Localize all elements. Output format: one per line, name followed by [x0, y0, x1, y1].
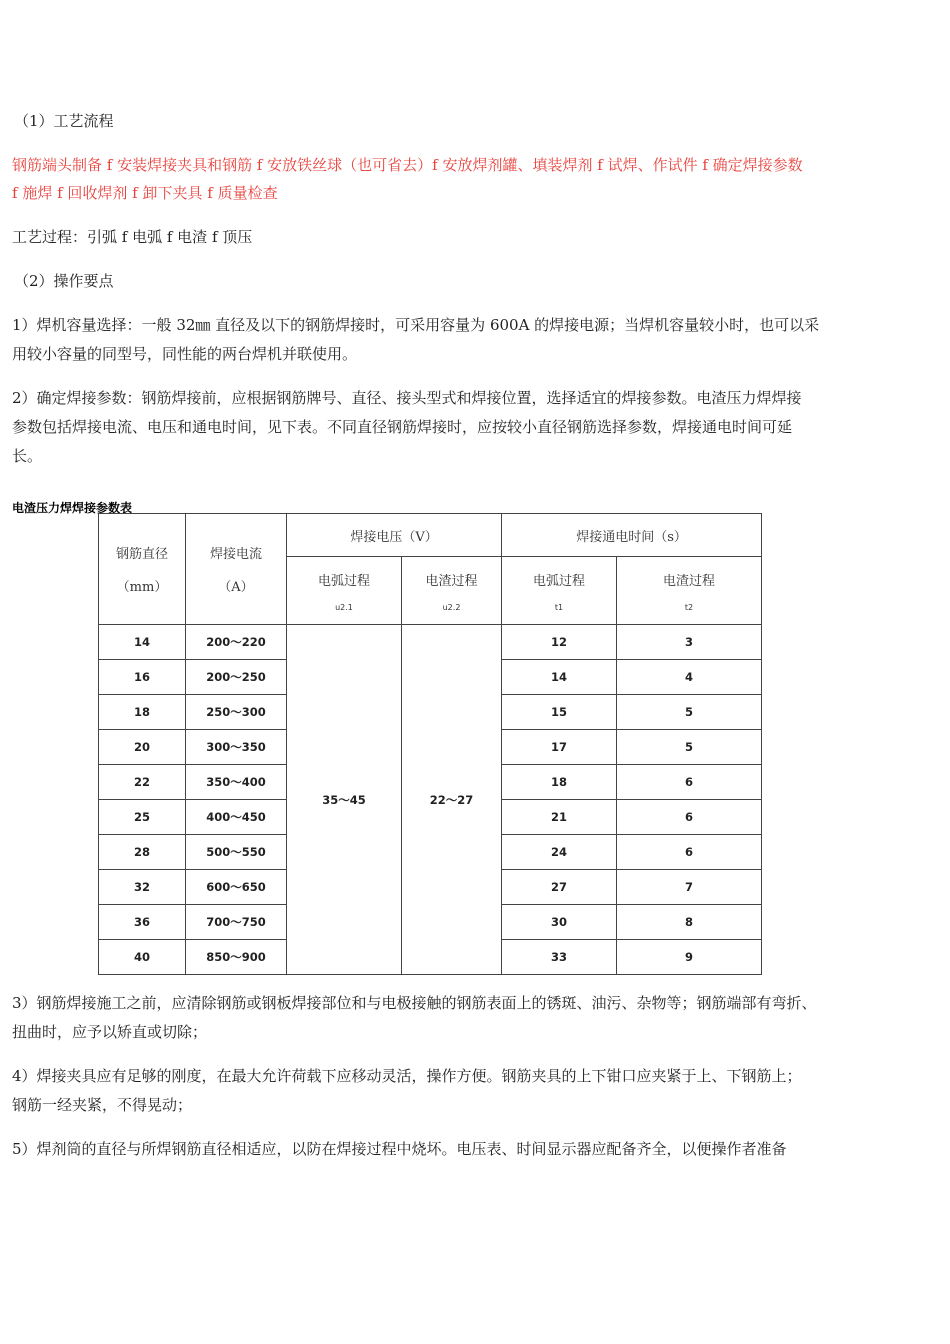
- subheader-slag-voltage-label: 电渣过程: [425, 573, 478, 589]
- cell-current: 200～220: [186, 625, 287, 660]
- point-2-line-1: 2）确定焊接参数：钢筋焊接前，应根据钢筋牌号、直径、接头型式和焊接位置，选择适宜的焊接参数。电渣压力焊焊接: [12, 389, 802, 407]
- point-5-line-1: 5）焊剂筒的直径与所焊钢筋直径相适应，以防在焊接过程中烧坏。电压表、时间显示器应配备齐全，以便操作者准备: [12, 1140, 787, 1158]
- cell-arc-time: 15: [502, 695, 617, 730]
- subheader-slag-time-label: 电渣过程: [663, 573, 716, 589]
- cell-diameter: 18: [99, 695, 186, 730]
- subheader-slag-voltage: [402, 557, 502, 625]
- cell-current: 250～300: [186, 695, 287, 730]
- subheader-slag-time-symbol: t2: [684, 602, 694, 612]
- cell-slag-time: 6: [617, 835, 762, 870]
- cell-diameter: 20: [99, 730, 186, 765]
- cell-arc-time: 18: [502, 765, 617, 800]
- cell-slag-time: 4: [617, 660, 762, 695]
- section-heading-key-points: （2）操作要点: [14, 272, 114, 290]
- subheader-slag-voltage-symbol: u2.2: [442, 602, 461, 612]
- point-3-line-2: 扭曲时，应予以矫直或切除；: [12, 1023, 208, 1041]
- cell-current: 700～750: [186, 905, 287, 940]
- subheader-arc-voltage-symbol: u2.1: [335, 602, 353, 612]
- cell-slag-time: 5: [617, 730, 762, 765]
- cell-diameter: 32: [99, 870, 186, 905]
- process-flow-line-2: f 施焊 f 回收焊剂 f 卸下夹具 f 质量检查: [12, 184, 278, 202]
- cell-current: 600～650: [186, 870, 287, 905]
- cell-slag-time: 7: [617, 870, 762, 905]
- cell-diameter: 14: [99, 625, 186, 660]
- cell-slag-time: 8: [617, 905, 762, 940]
- cell-slag-voltage: 22～27: [402, 625, 502, 975]
- process-flow-line-1: 钢筋端头制备 f 安装焊接夹具和钢筋 f 安放铁丝球（也可省去）f 安放焊剂罐、填装焊剂 f 试焊、作试件 f 确定焊接参数: [12, 156, 803, 174]
- header-diameter-label: 钢筋直径: [115, 547, 168, 562]
- point-3-line-1: 3）钢筋焊接施工之前，应清除钢筋或钢板焊接部位和与电极接触的钢筋表面上的锈斑、油污、杂物等；钢筋端部有弯折、: [12, 994, 817, 1012]
- cell-diameter: 22: [99, 765, 186, 800]
- header-diameter-unit: （mm）: [116, 580, 168, 595]
- cell-arc-time: 17: [502, 730, 617, 765]
- header-current: [186, 514, 287, 625]
- table-row: [99, 625, 762, 660]
- cell-current: 300～350: [186, 730, 287, 765]
- point-4-line-1: 4）焊接夹具应有足够的刚度，在最大允许荷载下应移动灵活，操作方便。钢筋夹具的上下钳口应夹紧于上、下钢筋上；: [12, 1067, 802, 1085]
- subheader-slag-time: [617, 557, 762, 625]
- cell-current: 200～250: [186, 660, 287, 695]
- cell-slag-time: 6: [617, 800, 762, 835]
- cell-slag-time: 9: [617, 940, 762, 975]
- cell-slag-time: 5: [617, 695, 762, 730]
- subheader-arc-time-label: 电弧过程: [533, 573, 586, 589]
- subheader-arc-voltage: [287, 557, 402, 625]
- table-caption: 电渣压力焊焊接参数表: [12, 501, 133, 515]
- welding-parameter-table: [98, 513, 762, 975]
- cell-slag-time: 3: [617, 625, 762, 660]
- subheader-arc-time-symbol: t1: [554, 602, 564, 612]
- cell-arc-time: 14: [502, 660, 617, 695]
- point-1-line-1: 1）焊机容量选择：一般 32㎜ 直径及以下的钢筋焊接时，可采用容量为 600A 的焊接电源；当焊机容量较小时，也可以采: [12, 316, 820, 334]
- cell-arc-voltage: 35～45: [287, 625, 402, 975]
- cell-current: 850～900: [186, 940, 287, 975]
- cell-current: 500～550: [186, 835, 287, 870]
- header-current-label: 焊接电流: [209, 547, 262, 562]
- point-1-line-2: 用较小容量的同型号，同性能的两台焊机并联使用。: [12, 345, 358, 363]
- cell-arc-time: 27: [502, 870, 617, 905]
- cell-arc-time: 24: [502, 835, 617, 870]
- cell-diameter: 40: [99, 940, 186, 975]
- cell-arc-time: 12: [502, 625, 617, 660]
- point-2-line-2: 参数包括焊接电流、电压和通电时间，见下表。不同直径钢筋焊接时，应按较小直径钢筋选择参数，焊接通电时间可延: [12, 418, 793, 436]
- cell-arc-time: 33: [502, 940, 617, 975]
- process-steps-line: 工艺过程：引弧 f 电弧 f 电渣 f 顶压: [12, 228, 253, 246]
- cell-diameter: 36: [99, 905, 186, 940]
- header-diameter: [99, 514, 186, 625]
- cell-diameter: 28: [99, 835, 186, 870]
- cell-diameter: 16: [99, 660, 186, 695]
- cell-arc-time: 30: [502, 905, 617, 940]
- cell-current: 400～450: [186, 800, 287, 835]
- header-time: 焊接通电时间（s）: [502, 514, 762, 557]
- point-2-line-3: 长。: [12, 447, 43, 465]
- cell-arc-time: 21: [502, 800, 617, 835]
- subheader-arc-voltage-label: 电弧过程: [317, 573, 370, 589]
- point-4-line-2: 钢筋一经夹紧，不得晃动；: [12, 1096, 193, 1114]
- cell-slag-time: 6: [617, 765, 762, 800]
- section-heading-process-flow: （1）工艺流程: [14, 112, 114, 130]
- header-voltage: 焊接电压（V）: [287, 514, 502, 557]
- header-current-unit: （A）: [218, 580, 254, 595]
- subheader-arc-time: [502, 557, 617, 625]
- cell-current: 350～400: [186, 765, 287, 800]
- cell-diameter: 25: [99, 800, 186, 835]
